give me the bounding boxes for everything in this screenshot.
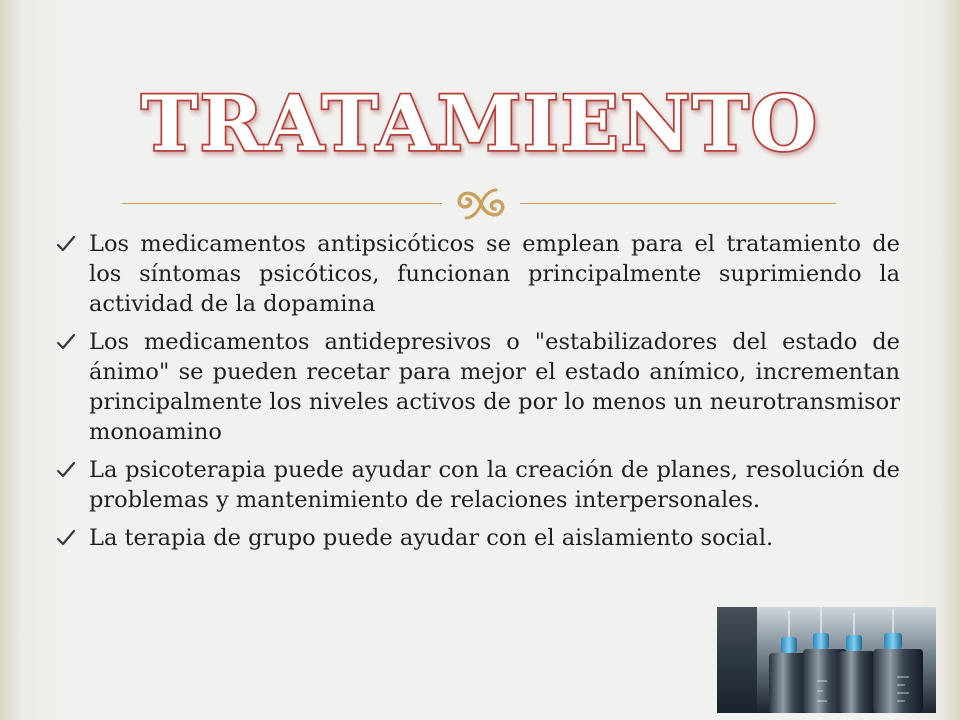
slide-title — [141, 78, 819, 168]
bullet-item — [55, 455, 900, 515]
checkmark-icon — [55, 527, 77, 549]
bullet-text: Los medicamentos antidepresivos o "estabilizadores del estado de ánimo" se pueden recetar para mejor el estado anímico, incrementan principalmente los niveles activos de por lo menos un neurotransmisor monoamino — [89, 329, 900, 445]
ornament-flourish-icon — [446, 182, 516, 226]
title-text: TRATAMIENTO — [141, 79, 819, 168]
bullet-item — [55, 523, 900, 553]
bullet-text: La psicoterapia puede ayudar con la creación de planes, resolución de problemas y mantenimiento de relaciones interpersonales. — [89, 457, 900, 513]
bullet-item — [55, 229, 900, 319]
bullet-item — [55, 327, 900, 447]
bullet-text: La terapia de grupo puede ayudar con el aislamiento social. — [89, 525, 774, 551]
checkmark-icon — [55, 331, 77, 353]
syringes-photo — [717, 607, 936, 713]
divider-line-right — [520, 203, 836, 204]
checkmark-icon — [55, 459, 77, 481]
bullet-text: Los medicamentos antipsicóticos se emplean para el tratamiento de los síntomas psicóticos, funcionan principalmente suprimiendo la actividad de la dopamina — [89, 231, 900, 317]
divider-line-left — [122, 203, 442, 204]
bullet-list — [55, 229, 900, 561]
checkmark-icon — [55, 233, 77, 255]
